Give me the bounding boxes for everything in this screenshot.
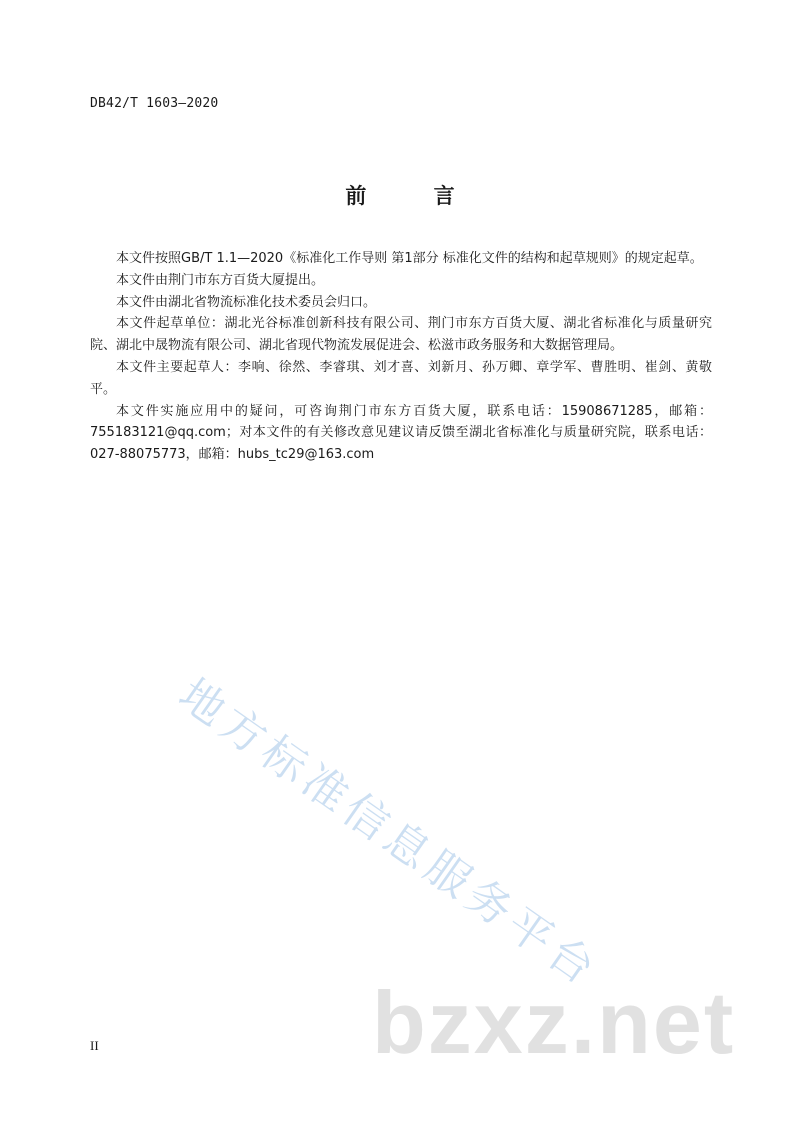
paragraph-contact: 本文件实施应用中的疑问，可咨询荆门市东方百货大厦，联系电话：15908671285，邮箱：755183121@qq.com；对本文件的有关修改意见建议请反馈至湖北省标准化与质量研究院，联系电话：027-88075773，邮箱：hubs_tc29@163.com xyxy=(90,403,712,463)
watermark-text: 地方标准信息服务平台 xyxy=(169,669,609,998)
document-code: DB42/T 1603—2020 xyxy=(90,96,219,111)
site-watermark: bzxz.net xyxy=(372,973,736,1072)
paragraph-drafters: 本文件主要起草人：李响、徐然、李睿琪、刘才喜、刘新月、孙万卿、章学军、曹胜明、崔剑、黄敬平。 xyxy=(90,359,712,397)
paragraph-proposer: 本文件由荆门市东方百货大厦提出。 xyxy=(116,272,325,288)
paragraph-drafting-units: 本文件起草单位：湖北光谷标准创新科技有限公司、荆门市东方百货大厦、湖北省标准化与质量研究院、湖北中晟物流有限公司、湖北省现代物流发展促进会、松滋市政务服务和大数据管理局。 xyxy=(90,316,712,354)
paragraph-drafting-rules: 本文件按照GB/T 1.1—2020《标准化工作导则 第1部分 标准化文件的结构和起草规则》的规定起草。 xyxy=(116,251,703,266)
page-title: 前 言 xyxy=(345,184,485,208)
paragraph-committee: 本文件由湖北省物流标准化技术委员会归口。 xyxy=(116,294,377,310)
foreword-body xyxy=(90,248,712,466)
page-number: II xyxy=(90,1038,99,1053)
